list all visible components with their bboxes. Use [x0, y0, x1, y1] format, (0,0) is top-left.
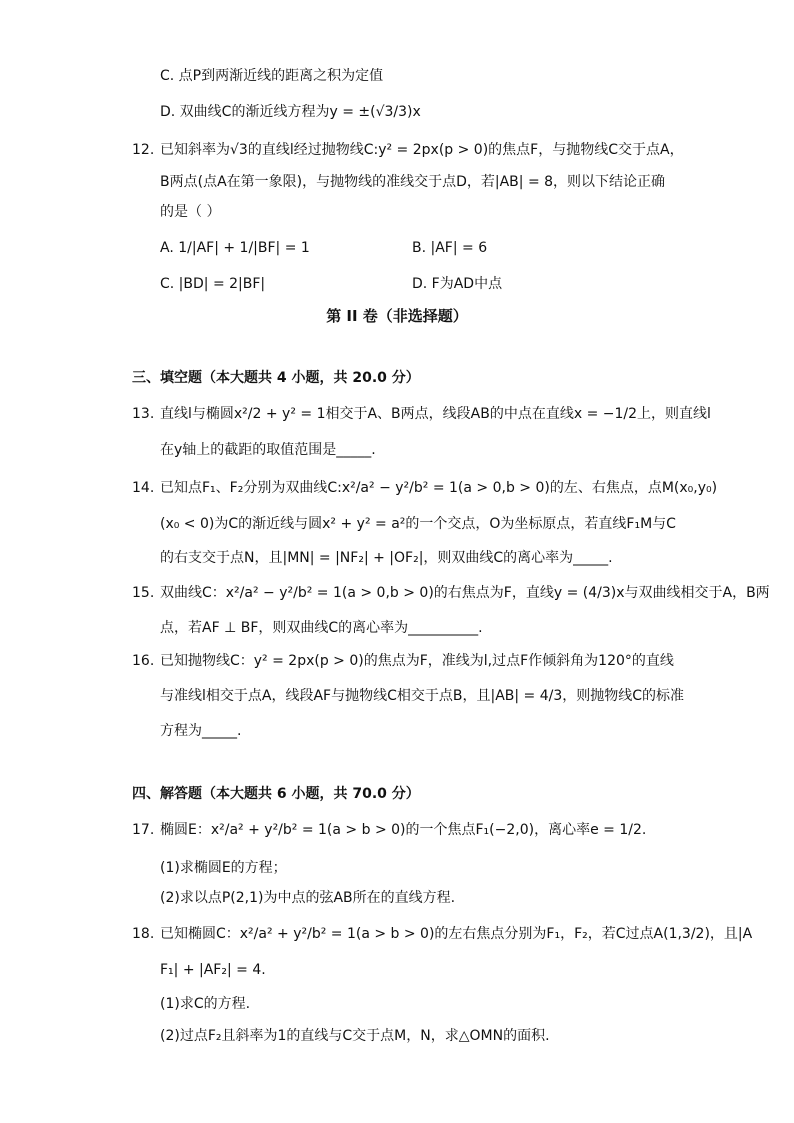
q18-line-1: 已知椭圆C：x²/a² + y²/b² = 1(a > b > 0)的左右焦点分别为F₁，F₂，若C过点A(1,3/2)，且|A	[160, 926, 753, 942]
q12-number: 12.	[132, 142, 155, 158]
part-title: 第 II 卷（非选择题）	[326, 307, 468, 325]
q16-number: 16.	[132, 653, 155, 669]
q12-option-a: A. 1/|AF| + 1/|BF| = 1	[160, 240, 310, 256]
section-fill-in-heading: 三、填空题（本大题共 4 小题，共 20.0 分）	[132, 370, 420, 386]
q12-option-c: C. |BD| = 2|BF|	[160, 276, 266, 292]
q18-line-2: F₁| + |AF₂| = 4.	[160, 962, 266, 978]
q11-option-c: C. 点P到两渐近线的距离之积为定值	[160, 68, 384, 84]
q12-option-d: D. F为AD中点	[412, 276, 503, 292]
q14-line-1: 已知点F₁、F₂分别为双曲线C:x²/a² − y²/b² = 1(a > 0,b > 0)的左、右焦点，点M(x₀,y₀)	[160, 480, 718, 496]
q15-line-2: 点，若AF ⊥ BF，则双曲线C的离心率为__________.	[160, 620, 483, 636]
q16-line-2: 与准线l相交于点A，线段AF与抛物线C相交于点B，且|AB| = 4/3，则抛物线C的标准	[160, 688, 685, 704]
q18-part-1: (1)求C的方程.	[160, 996, 251, 1012]
q12-line-3: 的是（ ）	[160, 204, 221, 220]
q17-part-1: (1)求椭圆E的方程；	[160, 860, 287, 876]
q12-option-b: B. |AF| = 6	[412, 240, 488, 256]
section-answer-heading: 四、解答题（本大题共 6 小题，共 70.0 分）	[132, 786, 420, 802]
q13-line-1: 直线l与椭圆x²/2 + y² = 1相交于A、B两点，线段AB的中点在直线x = −1/2上，则直线l	[160, 406, 711, 422]
q17-number: 17.	[132, 822, 155, 838]
q16-line-1: 已知抛物线C：y² = 2px(p > 0)的焦点为F，准线为l,过点F作倾斜角为120°的直线	[160, 653, 674, 669]
q18-number: 18.	[132, 926, 155, 942]
q15-number: 15.	[132, 585, 155, 601]
q18-part-2: (2)过点F₂且斜率为1的直线与C交于点M，N，求△OMN的面积.	[160, 1028, 550, 1044]
q17-line-1: 椭圆E：x²/a² + y²/b² = 1(a > b > 0)的一个焦点F₁(−2,0)，离心率e = 1/2.	[160, 822, 647, 838]
q14-number: 14.	[132, 480, 155, 496]
q13-number: 13.	[132, 406, 155, 422]
q12-line-2: B两点(点A在第一象限)，与抛物线的准线交于点D，若|AB| = 8，则以下结论正确	[160, 174, 666, 190]
q15-line-1: 双曲线C：x²/a² − y²/b² = 1(a > 0,b > 0)的右焦点为F，直线y = (4/3)x与双曲线相交于A，B两	[160, 585, 770, 601]
q11-option-d: D. 双曲线C的渐近线方程为y = ±(√3/3)x	[160, 104, 421, 120]
q17-part-2: (2)求以点P(2,1)为中点的弦AB所在的直线方程.	[160, 890, 456, 906]
q14-line-2: (x₀ < 0)为C的渐近线与圆x² + y² = a²的一个交点，O为坐标原点，若直线F₁M与C	[160, 516, 676, 532]
q12-line-1: 已知斜率为√3的直线l经过抛物线C:y² = 2px(p > 0)的焦点F，与抛物线C交于点A，	[160, 142, 684, 158]
q16-line-3: 方程为_____.	[160, 723, 242, 739]
q14-line-3: 的右支交于点N，且|MN| = |NF₂| + |OF₂|，则双曲线C的离心率为_____.	[160, 550, 613, 566]
q13-line-2: 在y轴上的截距的取值范围是_____.	[160, 442, 376, 458]
